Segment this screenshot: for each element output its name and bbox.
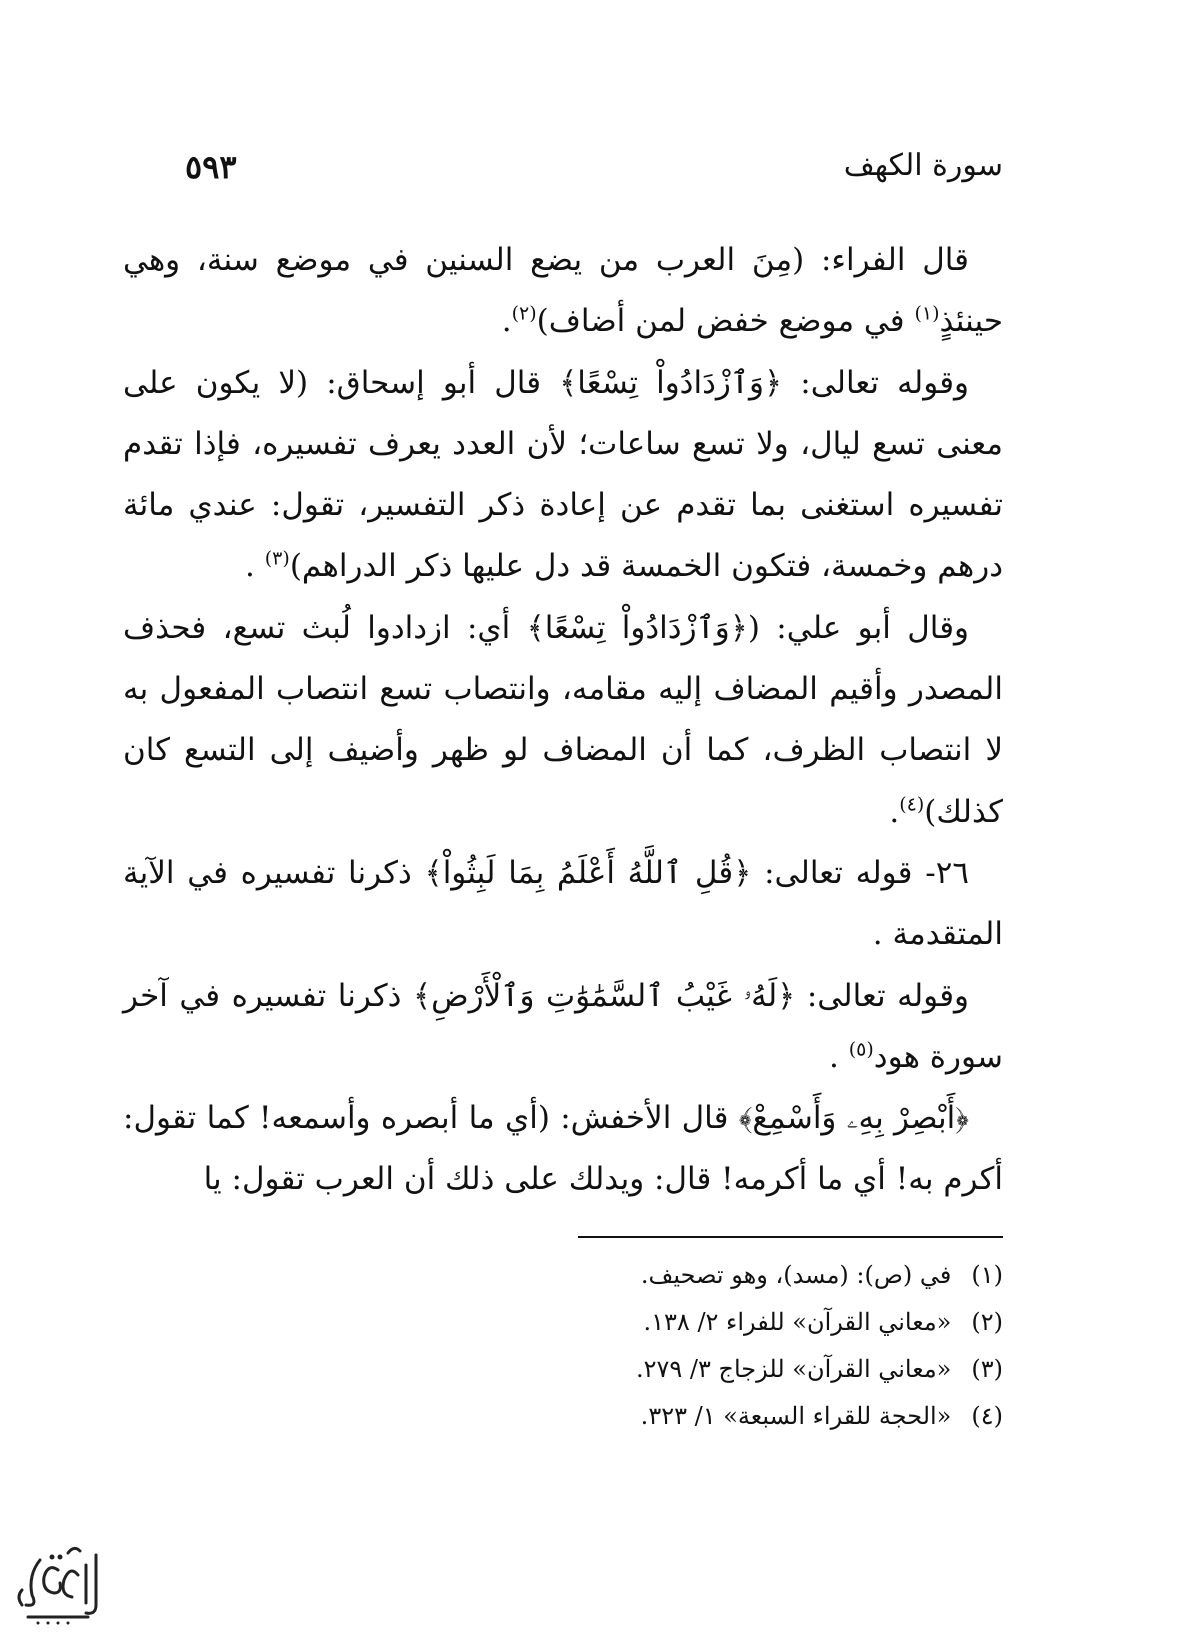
publisher-logo-icon — [8, 1535, 108, 1630]
footnote — [303, 1346, 1003, 1393]
text-run: في موضع خفض لمن أضاف) — [536, 303, 915, 340]
footnote-text: «الحجة للقراء السبعة» ١/ ٣٢٣. — [640, 1402, 952, 1430]
surah-title: سورة الكهف — [843, 148, 1003, 183]
paragraph — [123, 1088, 1003, 1211]
text-run: . — [889, 793, 900, 830]
footnotes — [303, 1252, 1003, 1440]
footnote-marker: (٣) — [264, 548, 290, 571]
text-run: . — [245, 548, 265, 585]
paragraph — [123, 353, 1003, 598]
paragraph — [123, 230, 1003, 353]
paragraph — [123, 966, 1003, 1089]
text-run: . — [501, 303, 512, 340]
footnote-number: (٤) — [971, 1402, 1003, 1430]
main-text — [123, 230, 1003, 1211]
footnote-separator — [578, 1236, 1003, 1238]
footnote — [303, 1393, 1003, 1440]
paragraph — [123, 598, 1003, 843]
text-run: ﴿أَبْصِرْ بِهِۦ وَأَسْمِعْ﴾ قال الأخفش: (أي ما أبصره وأسمعه! كما تقول: أكرم به! أي ما أكرمه! قال: ويدلك على ذلك أن العرب تقول: يا — [123, 1100, 1003, 1198]
footnote — [303, 1252, 1003, 1299]
footnote-text: «معاني القرآن» للزجاج ٣/ ٢٧٩. — [635, 1355, 952, 1383]
footnote-number: (٣) — [971, 1355, 1003, 1383]
footnote-marker: (٤) — [899, 793, 925, 816]
running-header — [185, 148, 1003, 198]
text-run: وقال أبو علي: (﴿وَٱزْدَادُواْ تِسْعًا﴾ أي: ازدادوا لُبث تسع، فحذف المصدر وأقيم المضاف إليه مقامه، وانتصاب تسع انتصاب المفعول به لا انتصاب الظرف، كما أن المضاف لو ظهر وأضيف إلى التسع كان كذلك) — [123, 609, 1003, 830]
text-run: قال الفراء: (مِنَ العرب من يضع السنين في موضع سنة، وهي حينئذٍ — [123, 242, 1003, 340]
page-number: ٥٩٣ — [185, 148, 237, 186]
footnote — [303, 1299, 1003, 1346]
footnote-marker: (٥) — [848, 1038, 874, 1061]
paragraph — [123, 843, 1003, 966]
text-run: . — [828, 1038, 849, 1075]
text-run: وقوله تعالى: ﴿لَهُۥ غَيْبُ ٱلسَّمَٰوَٰتِ وَٱلْأَرْضِ﴾ ذكرنا تفسيره في آخر سورة هود — [123, 977, 1003, 1075]
footnote-marker: (١) — [914, 302, 940, 325]
footnote-text: «معاني القرآن» للفراء ٢/ ١٣٨. — [643, 1308, 952, 1336]
footnote-marker: (٢) — [511, 302, 537, 325]
footnote-text: في (ص): (مسد)، وهو تصحيف. — [640, 1261, 952, 1289]
footnote-number: (٢) — [971, 1308, 1003, 1336]
text-run: وقوله تعالى: ﴿وَٱزْدَادُواْ تِسْعًا﴾ قال أبو إسحاق: (لا يكون على معنى تسع ليال، ولا تسع ساعات؛ لأن العدد يعرف تفسيره، فإذا تقدم تفسيره استغنى بما تقدم عن إعادة ذكر التفسير، تقول: عندي مائة درهم وخمسة، فتكون الخمسة قد دل عليها ذكر الدراهم) — [123, 364, 1003, 585]
footnote-number: (١) — [971, 1261, 1003, 1289]
text-run: ٢٦- قوله تعالى: ﴿قُلِ ٱللَّهُ أَعْلَمُ بِمَا لَبِثُواْ﴾ ذكرنا تفسيره في الآية المتقدمة . — [123, 854, 1003, 953]
